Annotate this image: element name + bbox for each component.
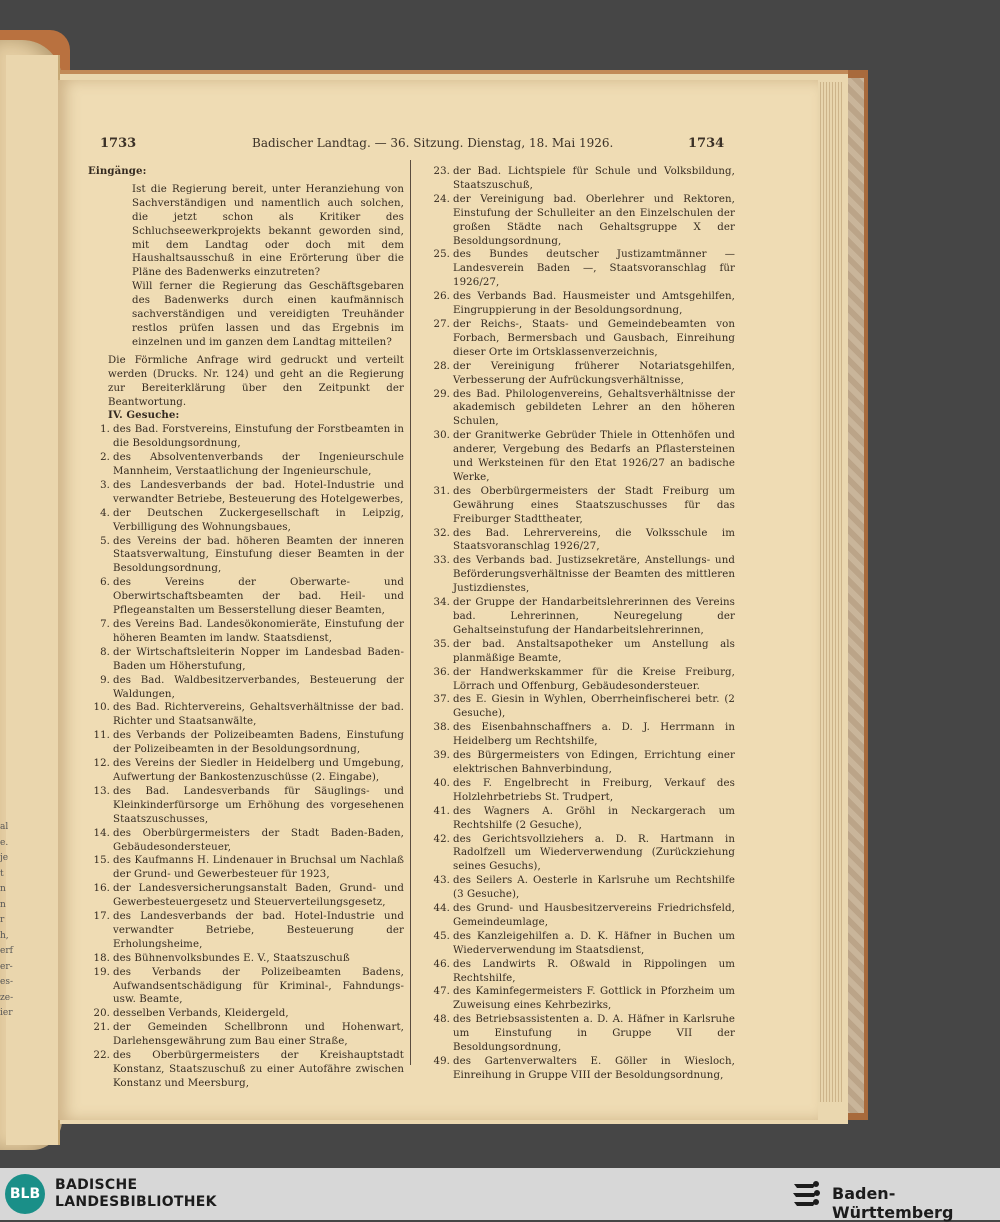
item-number: 13. (93, 785, 110, 797)
margin-fragment: erf (0, 946, 13, 956)
item-text: des Gartenverwalters E. Göller in Wiesloch, Einreihung in Gruppe VIII der Besoldungsordnung, (453, 1056, 735, 1081)
lions-icon (790, 1178, 822, 1212)
item-number: 20. (93, 1008, 110, 1020)
item-number: 42. (433, 833, 450, 845)
list-item (432, 165, 735, 193)
note-paragraph: Die Förmliche Anfrage wird gedruckt und verteilt werden (Drucks. Nr. 124) und geht an die Regierung zur Bereiterklärung über den Zeitpunkt der Beantwortung. (108, 354, 404, 408)
item-number: 30. (433, 430, 450, 442)
list-item (88, 1049, 404, 1091)
item-number: 21. (93, 1022, 110, 1034)
item-number: 19. (93, 966, 110, 978)
left-page-number: 1733 (100, 136, 137, 151)
item-text: des Kaminfegermeisters F. Gottlick in Pforzheim um Zuweisung eines Kehrbezirks, (453, 986, 735, 1012)
item-number: 10. (93, 702, 110, 714)
item-number: 48. (433, 1014, 450, 1026)
list-item (432, 985, 735, 1013)
list-item (432, 805, 735, 833)
list-item (88, 827, 404, 855)
item-text: des E. Giesin in Wyhlen, Oberrheinfischerei betr. (2 Gesuche), (453, 694, 735, 720)
list-item (432, 958, 735, 986)
item-text: des Gerichtsvollziehers a. D. R. Hartmann in Radolfzell um Wiederverwendung (Zurückziehung seines Gesuchs), (453, 833, 735, 873)
item-text: des Bad. Philologenvereins, Gehaltsverhältnisse der akademisch gebildeten Lehrer an den höheren Schulen, (453, 388, 735, 428)
item-text: der Landesversicherungsanstalt Baden, Grund- und Gewerbesteuergesetz und Steuerverteilungsgesetz, (113, 883, 404, 909)
item-number: 32. (433, 527, 450, 539)
list-item (88, 646, 404, 674)
item-number: 29. (433, 388, 450, 400)
list-item (432, 248, 735, 290)
list-item (432, 388, 735, 430)
list-item (88, 507, 404, 535)
item-number: 44. (433, 903, 450, 915)
margin-fragment: n (0, 899, 6, 910)
section-heading: IV. Gesuche: (108, 409, 180, 422)
list-item (432, 777, 735, 805)
item-number: 35. (433, 638, 450, 650)
item-number: 40. (433, 777, 450, 789)
item-number: 49. (433, 1056, 450, 1067)
item-number: 43. (433, 875, 450, 887)
item-number: 14. (93, 827, 110, 839)
column-divider (410, 160, 411, 1065)
item-text: der Vereinigung früherer Notariatsgehilfen, Verbesserung der Aufrückungsverhältnisse, (453, 360, 735, 386)
list-item (432, 693, 735, 721)
item-number: 47. (433, 986, 450, 998)
item-text: des Oberbürgermeisters der Stadt Freiburg um Gewährung eines Staatszuschusses für das Freiburger Stadttheater, (453, 485, 735, 525)
list-item (88, 451, 404, 479)
item-number: 23. (433, 166, 450, 177)
item-text: des Kaufmanns H. Lindenauer in Bruchsal um Nachlaß der Grund- und Gewerbesteuer für 1923, (113, 855, 404, 881)
margin-fragment: r (0, 915, 5, 925)
incoming-heading: Eingänge: (88, 165, 147, 177)
list-item (432, 429, 735, 485)
library-name[interactable] (55, 1177, 217, 1211)
state-name[interactable]: Baden-Württemberg (832, 1184, 954, 1222)
margin-fragment: es- (0, 977, 13, 987)
item-text: der Bad. Lichtspiele für Schule und Volksbildung, Staatszuschuß, (453, 166, 735, 191)
margin-fragment: je (0, 853, 9, 863)
item-text: der Handwerkskammer für die Kreise Freiburg, Lörrach und Offenburg, Gebäudesondersteuer. (453, 666, 735, 692)
item-text: des Oberbürgermeisters der Stadt Baden-Baden, Gebäudesondersteuer, (113, 827, 404, 853)
petition-list-left (88, 423, 404, 1091)
item-text: des Landesverbands der bad. Hotel-Industrie und verwandter Betriebe, Besteuerung der Erholungsheime, (113, 911, 404, 950)
item-number: 31. (433, 485, 450, 497)
margin-fragment: h, (0, 930, 9, 941)
item-text: des Absolventenverbands der Ingenieurschule Mannheim, Verstaatlichung der Ingenieurschule, (113, 452, 404, 478)
list-item (432, 318, 735, 360)
item-text: des Eisenbahnschaffners a. D. J. Herrmann in Heidelberg um Rechtshilfe, (453, 722, 735, 748)
item-number: 18. (93, 952, 110, 964)
list-item (432, 290, 735, 318)
item-text: des Kanzleigehilfen a. D. K. Häfner in Buchen um Wiederverwendung im Staatsdienst, (453, 930, 735, 956)
list-item (88, 1007, 404, 1021)
item-number: 46. (433, 958, 450, 970)
item-text: des Landesverbands der bad. Hotel-Industrie und verwandter Betriebe, Besteuerung des Hotelgewerbes, (113, 479, 404, 505)
item-number: 45. (433, 930, 450, 942)
item-text: des Bad. Lehrervereins, die Volksschule im Staatsvoranschlag 1926/27, (453, 527, 735, 553)
list-item (432, 485, 735, 527)
item-number: 27. (433, 318, 450, 330)
list-item (88, 576, 404, 618)
margin-fragment: n (0, 884, 6, 894)
item-number: 22. (93, 1050, 110, 1062)
item-text: des Grund- und Hausbesitzervereins Friedrichsfeld, Gemeindeumlage, (453, 903, 735, 928)
item-text: des Bad. Forstvereins, Einstufung der Forstbeamten in die Besoldungsordnung, (113, 424, 404, 450)
item-text: des Bad. Landesverbands für Säuglings- und Kleinkinderfürsorge um Erhöhung des vorgesehenen Staatszuschusses, (113, 785, 404, 825)
item-text: des Verbands der Polizeibeamten Badens, Einstufung der Polizeibeamten in der Besoldungsordnung, (113, 730, 404, 756)
item-text: des Verbands bad. Justizsekretäre, Anstellungs- und Beförderungsverhältnisse der Beamten des mittleren Justizdienstes, (453, 555, 735, 595)
item-number: 16. (93, 883, 110, 895)
item-text: des Bad. Richtervereins, Gehaltsverhältnisse der bad. Richter und Staatsanwälte, (113, 702, 404, 728)
list-item (88, 952, 404, 966)
list-item (88, 479, 404, 507)
item-number: 8. (100, 646, 110, 658)
item-number: 26. (433, 291, 450, 303)
item-text: der Reichs-, Staats- und Gemeindebeamten von Forbach, Bermersbach und Gausbach, Einreihung dieser Orte im Ortsklassenverzeichnis, (453, 318, 735, 358)
item-text: des Landwirts R. Oßwald in Rippolingen um Rechtshilfe, (453, 958, 735, 984)
item-number: 9. (100, 674, 110, 686)
item-text: der Gemeinden Schellbronn und Hohenwart, Darlehensgewährung zum Bau einer Straße, (113, 1022, 404, 1048)
list-item (88, 1021, 404, 1049)
item-text: des Verbands der Polizeibeamten Badens, Aufwandsentschädigung für Kriminal-, Fahndungs- usw. Beamte, (113, 966, 404, 1006)
item-text: der Vereinigung bad. Oberlehrer und Rektoren, Einstufung der Schulleiter an den Einzelschulen der großen Städte nach Gehaltsgruppe X der Besoldungsordnung, (453, 193, 735, 247)
list-item (432, 666, 735, 694)
right-page-number: 1734 (688, 136, 725, 151)
item-number: 12. (93, 758, 110, 770)
list-item (432, 1013, 735, 1055)
item-number: 25. (433, 249, 450, 261)
list-item (88, 535, 404, 577)
item-text: des Bundes deutscher Justizamtmänner — Landesverein Baden —, Staatsvoranschlag für 1926/27, (453, 249, 735, 289)
list-item (432, 638, 735, 666)
list-item (88, 854, 404, 882)
item-text: der Wirtschaftsleiterin Nopper im Landesbad Baden-Baden um Höherstufung, (113, 646, 404, 672)
item-text: des Bühnenvolksbundes E. V., Staatszuschuß (113, 952, 350, 964)
question-paragraph-2: Will ferner die Regierung das Geschäftsgebaren des Badenwerks durch einen kaufmännisch sachverständigen und vereidigten Treuhänder restlos prüfen lassen und das Ergebnis im einzelnen und im ganzen dem Landtag mitteilen? (132, 281, 404, 348)
list-item (88, 785, 404, 827)
list-item (432, 1055, 735, 1083)
item-number: 7. (100, 619, 110, 630)
list-item (88, 910, 404, 952)
list-item (88, 618, 404, 646)
left-margin-fragments (0, 820, 20, 1022)
list-item (432, 902, 735, 930)
petition-list-right (432, 165, 735, 1083)
item-number: 39. (433, 750, 450, 762)
list-item (432, 596, 735, 638)
list-item (432, 930, 735, 958)
item-text: des Betriebsassistenten a. D. A. Häfner in Karlsruhe um Einstufung in Gruppe VII der Besoldungsordnung, (453, 1014, 735, 1054)
running-title: Badischer Landtag. — 36. Sitzung. Dienstag, 18. Mai 1926. (252, 136, 614, 150)
list-item (432, 360, 735, 388)
library-name-line1: BADISCHE (55, 1177, 138, 1193)
item-text: der Deutschen Zuckergesellschaft in Leipzig, Verbilligung des Wohnungsbaues, (113, 507, 404, 533)
item-number: 4. (100, 507, 110, 519)
item-number: 28. (433, 360, 450, 372)
item-number: 34. (433, 597, 450, 609)
item-text: des Bürgermeisters von Edingen, Errichtung einer elektrischen Bahnverbindung, (453, 750, 735, 775)
item-number: 24. (433, 193, 450, 205)
item-text: des Vereins Bad. Landesökonomieräte, Einstufung der höheren Beamten im landw. Staatsdienst, (113, 619, 404, 644)
item-text: des Vereins der Siedler in Heidelberg und Umgebung, Aufwertung der Bankostenzuschüsse (2. Eingabe), (113, 758, 404, 783)
margin-fragment: ze- (0, 992, 14, 1003)
list-item (88, 966, 404, 1008)
item-text: des Verbands Bad. Hausmeister und Amtsgehilfen, Eingruppierung in der Besoldungsordnung, (453, 291, 735, 317)
item-text: des F. Engelbrecht in Freiburg, Verkauf des Holzlehrbetriebs St. Trudpert, (453, 777, 735, 803)
margin-fragment: al (0, 822, 9, 832)
list-item (88, 674, 404, 702)
list-item (88, 757, 404, 785)
item-number: 15. (93, 855, 110, 867)
list-item (432, 721, 735, 749)
margin-fragment: ier (0, 1008, 13, 1018)
footer-bar (0, 1168, 1000, 1220)
blb-logo[interactable]: BLB (5, 1174, 45, 1214)
list-item (432, 527, 735, 555)
item-number: 6. (100, 577, 110, 589)
item-text: desselben Verbands, Kleidergeld, (113, 1008, 289, 1020)
item-number: 3. (100, 479, 110, 491)
question-paragraph-1: Ist die Regierung bereit, unter Heranziehung von Sachverständigen und namentlich auch solchen, die jetzt schon als Kritiker des Schluchseewerkprojekts bekannt geworden sind, mit dem Landtag oder doch mit dem Haushaltsausschuß in eine Erörterung über die Pläne des Badenwerks einzutreten? (132, 183, 404, 279)
item-text: der Gruppe der Handarbeitslehrerinnen des Vereins bad. Lehrerinnen, Neuregelung der Gehaltseinstufung der Handarbeitslehrerinnen, (453, 597, 735, 636)
item-text: der Granitwerke Gebrüder Thiele in Ottenhöfen und anderer, Vergebung des Bedarfs an Pflastersteinen und Werksteinen für den Etat 1926/27 an badische Werke, (453, 430, 735, 483)
item-number: 17. (93, 911, 110, 923)
item-text: des Vereins der bad. höheren Beamten der inneren Staatsverwaltung, Einstufung dieser Beamten in der Besoldungsordnung, (113, 535, 404, 575)
list-item (432, 554, 735, 596)
item-number: 38. (433, 722, 450, 734)
item-text: des Seilers A. Oesterle in Karlsruhe um Rechtshilfe (3 Gesuche), (453, 875, 735, 901)
left-column (88, 165, 404, 1091)
list-item (88, 729, 404, 757)
item-text: des Wagners A. Gröhl in Neckargerach um Rechtshilfe (2 Gesuche), (453, 805, 735, 831)
item-text: des Bad. Waldbesitzerverbandes, Besteuerung der Waldungen, (113, 674, 404, 700)
list-item (88, 423, 404, 451)
item-text: des Vereins der Oberwarte- und Oberwirtschaftsbeamten der bad. Heil- und Pflegeanstalten um Besserstellung dieser Beamten, (113, 577, 404, 617)
list-item (88, 701, 404, 729)
item-text: des Oberbürgermeisters der Kreishauptstadt Konstanz, Staatszuschuß zu einer Autofähre zwischen Konstanz und Meersburg, (113, 1050, 404, 1089)
list-item (432, 874, 735, 902)
item-text: der bad. Anstaltsapotheker um Anstellung als planmäßige Beamte, (453, 638, 735, 664)
item-number: 41. (433, 805, 450, 817)
item-number: 1. (100, 424, 110, 436)
margin-fragment: er- (0, 961, 13, 972)
item-number: 37. (433, 694, 450, 706)
margin-fragment: t (0, 868, 4, 879)
list-item (432, 193, 735, 249)
library-name-line2: LANDESBIBLIOTHEK (55, 1194, 217, 1210)
margin-fragment: e. (0, 837, 9, 848)
item-number: 2. (100, 452, 110, 464)
list-item (88, 882, 404, 910)
item-number: 33. (433, 555, 450, 567)
item-number: 5. (100, 535, 110, 547)
item-number: 11. (93, 730, 110, 742)
item-number: 36. (433, 666, 450, 678)
list-item (432, 749, 735, 777)
right-column (432, 165, 735, 1083)
list-item (432, 833, 735, 875)
